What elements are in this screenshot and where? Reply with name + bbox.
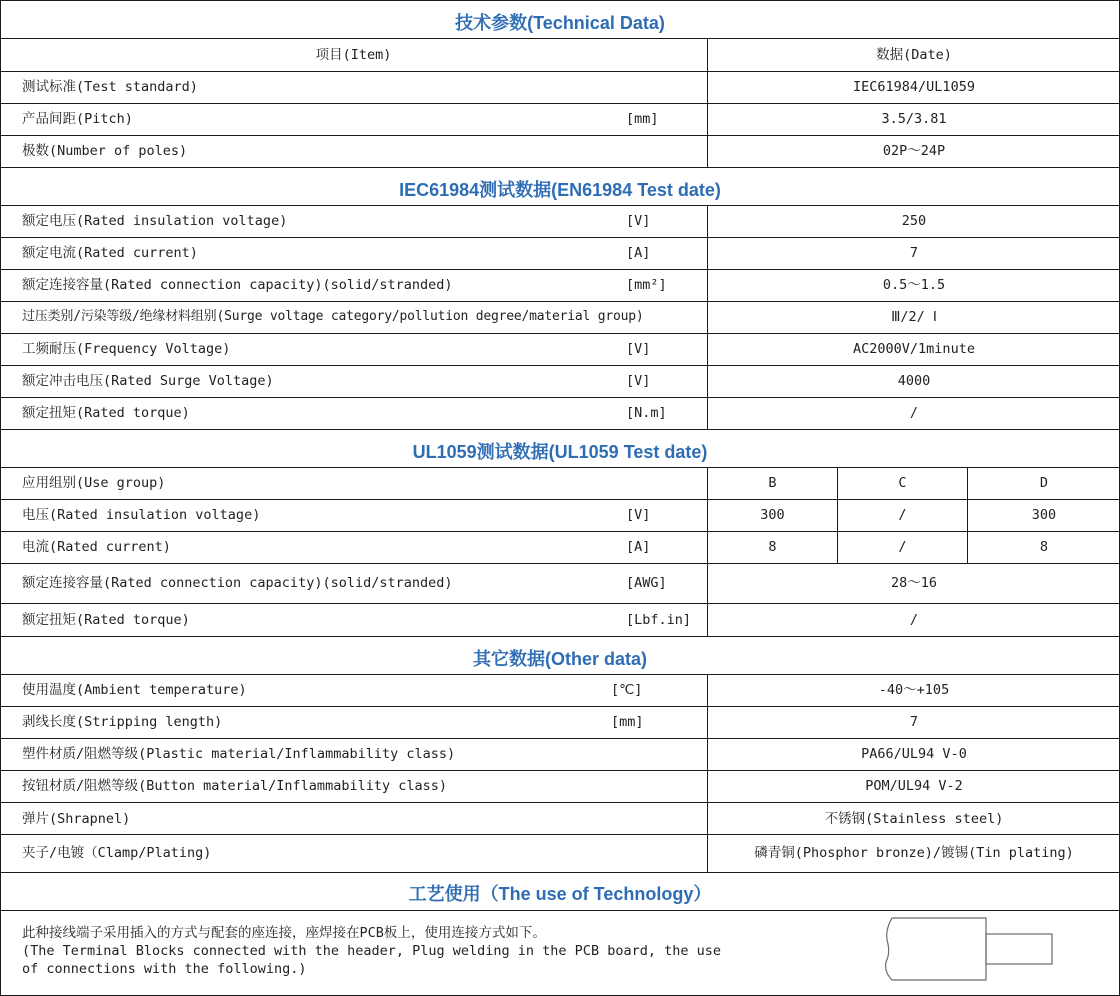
section-title-other-data: 其它数据(Other data): [472, 649, 647, 669]
row-value: 不锈钢(Stainless steel): [824, 811, 1004, 827]
section-title-technology: 工艺使用（The use of Technology）: [408, 884, 712, 904]
row-unit: [mm²]: [626, 277, 667, 293]
row-value: 4000: [897, 373, 931, 389]
row-value: 7: [909, 714, 919, 730]
row-value: 磷青铜(Phosphor bronze)/镀锡(Tin plating): [754, 845, 1074, 861]
grid-line: [0, 531, 1120, 532]
row-value: 0.5～1.5: [882, 277, 946, 293]
row-item: 夹子/电镀（Clamp/Plating): [22, 845, 212, 861]
row-item: 过压类别/污染等级/绝缘材料组别(Surge voltage category/pollution degree/material group): [22, 309, 644, 324]
row-value: 7: [909, 245, 919, 261]
grid-line: [0, 636, 1120, 637]
grid-line: [0, 834, 1120, 835]
grid-line: [0, 71, 1120, 72]
row-value: /: [909, 612, 919, 628]
row-item: 电压(Rated insulation voltage): [22, 507, 261, 523]
grid-line: [0, 397, 1120, 398]
row-value-b: 300: [760, 507, 785, 523]
grid-line: [0, 301, 1120, 302]
row-item: 应用组别(Use group): [22, 475, 166, 491]
description-line: of connections with the following.): [22, 961, 307, 977]
grid-line: [0, 467, 1120, 468]
row-value-b: B: [768, 475, 777, 491]
row-unit: [N.m]: [626, 405, 667, 421]
row-value: 28～16: [890, 575, 937, 591]
row-unit: [A]: [626, 245, 651, 261]
description-line: (The Terminal Blocks connected with the header, Plug welding in the PCB board, the use: [22, 943, 721, 959]
row-item: 电流(Rated current): [22, 539, 171, 555]
row-value: PA66/UL94 V-0: [861, 746, 967, 762]
row-unit: [AWG]: [626, 575, 667, 591]
row-item: 额定扭矩(Rated torque): [22, 405, 190, 421]
row-unit: [V]: [626, 341, 651, 357]
row-unit: [V]: [626, 373, 651, 389]
row-value-d: 300: [1031, 507, 1057, 523]
row-item: 按钮材质/阻燃等级(Button material/Inflammability class): [22, 778, 447, 794]
row-item: 弹片(Shrapnel): [22, 811, 131, 827]
row-item: 额定连接容量(Rated connection capacity)(solid/stranded): [22, 575, 453, 591]
row-unit: [V]: [626, 507, 651, 523]
grid-line: [0, 563, 1120, 564]
row-item: 测试标准(Test standard): [22, 79, 198, 95]
grid-line: [0, 603, 1120, 604]
grid-line: [0, 429, 1120, 430]
row-value: 250: [901, 213, 927, 229]
row-value-c: C: [898, 475, 907, 491]
description-line: 此种接线端子采用插入的方式与配套的座连接，座焊接在PCB板上，使用连接方式如下。: [22, 925, 546, 941]
technology-description: [22, 924, 722, 978]
row-value: POM/UL94 V-2: [865, 778, 963, 794]
row-value: 02P～24P: [882, 143, 946, 159]
row-item: 极数(Number of poles): [22, 143, 188, 159]
grid-line: [0, 365, 1120, 366]
section-title-iec-test: IEC61984测试数据(EN61984 Test date): [399, 180, 721, 200]
row-value-c: /: [898, 539, 907, 555]
row-value-d: 8: [1039, 539, 1049, 555]
row-item: 工频耐压(Frequency Voltage): [22, 341, 231, 357]
row-value: AC2000V/1minute: [853, 341, 975, 357]
grid-line: [0, 237, 1120, 238]
row-unit: [mm]: [626, 111, 659, 127]
row-item: 塑件材质/阻燃等级(Plastic material/Inflammability class): [22, 746, 456, 762]
connector-sketch: [880, 914, 1060, 984]
grid-line: [0, 135, 1120, 136]
row-item: 额定电流(Rated current): [22, 245, 198, 261]
grid-line: [707, 674, 708, 872]
row-value-c: /: [898, 507, 907, 523]
row-item: 剥线长度(Stripping length): [22, 714, 223, 730]
grid-line: [0, 103, 1120, 104]
grid-line: [0, 333, 1120, 334]
grid-line: [0, 706, 1120, 707]
grid-line: [0, 872, 1120, 873]
grid-line: [0, 770, 1120, 771]
row-item: 额定冲击电压(Rated Surge Voltage): [22, 373, 274, 389]
grid-line: [0, 674, 1120, 675]
row-value: Ⅲ/2/ Ⅰ: [891, 309, 937, 325]
row-item: 额定连接容量(Rated connection capacity)(solid/stranded): [22, 277, 453, 293]
grid-line: [0, 802, 1120, 803]
row-item: 额定扭矩(Rated torque): [22, 612, 190, 628]
row-unit: [V]: [626, 213, 651, 229]
row-unit: [mm]: [611, 714, 644, 730]
header-data: 数据(Date): [876, 47, 952, 63]
row-unit: [℃]: [611, 682, 643, 698]
row-value: IEC61984/UL1059: [853, 79, 975, 95]
grid-line: [0, 38, 1120, 39]
header-item: 项目(Item): [315, 47, 392, 63]
row-item: 产品间距(Pitch): [22, 111, 133, 127]
grid-line: [0, 205, 1120, 206]
grid-line: [0, 269, 1120, 270]
grid-line: [0, 499, 1120, 500]
row-value: 3.5/3.81: [881, 111, 947, 127]
section-title-technical-data: 技术参数(Technical Data): [455, 13, 665, 33]
grid-line: [0, 910, 1120, 911]
row-value-d: D: [1039, 475, 1049, 491]
row-unit: [A]: [626, 539, 651, 555]
section-title-ul-test: UL1059测试数据(UL1059 Test date): [412, 442, 708, 462]
row-item: 额定电压(Rated insulation voltage): [22, 213, 288, 229]
grid-line: [0, 738, 1120, 739]
grid-line: [0, 167, 1120, 168]
row-value-b: 8: [768, 539, 777, 555]
row-item: 使用温度(Ambient temperature): [22, 682, 247, 698]
row-value: /: [909, 405, 919, 421]
row-unit: [Lbf.in]: [626, 612, 692, 628]
row-value: -40～+105: [878, 682, 950, 698]
